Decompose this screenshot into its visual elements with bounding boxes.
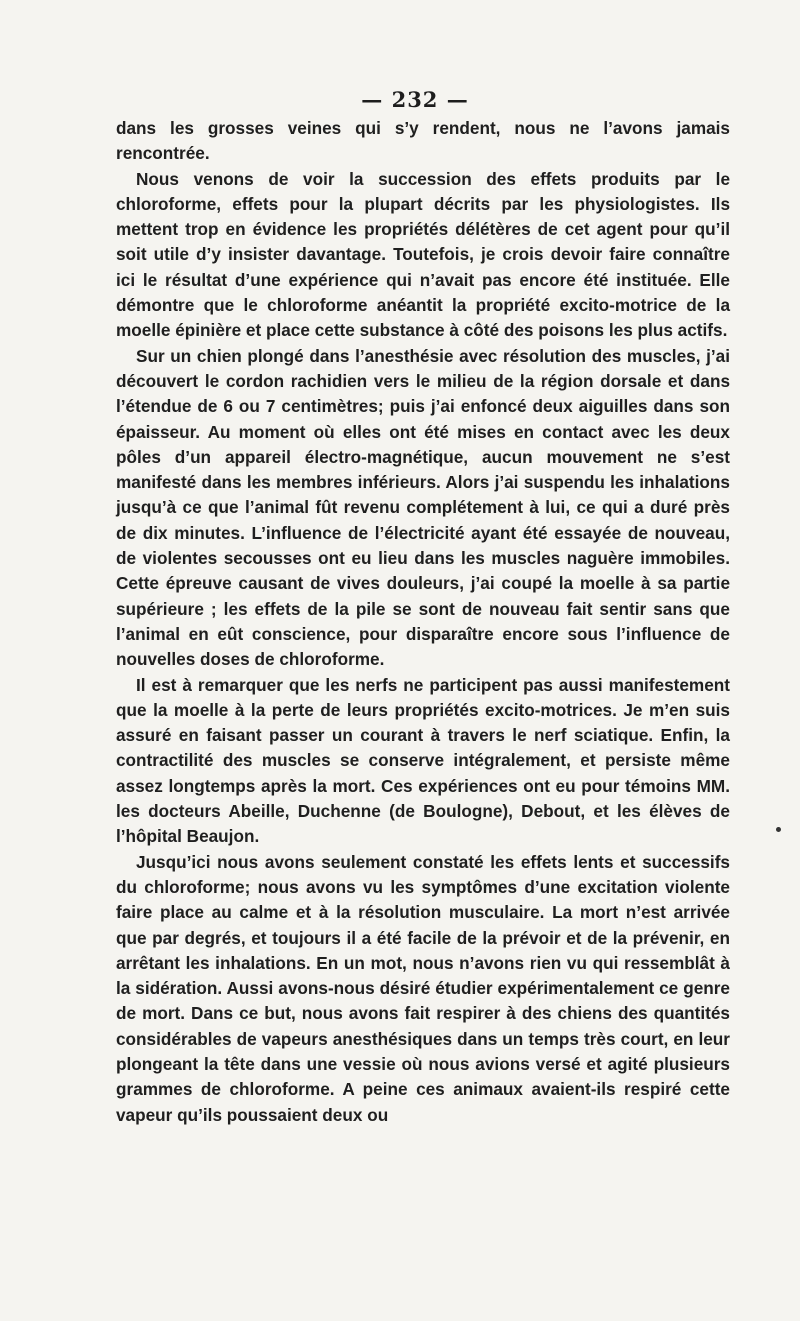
paragraph-nerves: Il est à remarquer que les nerfs ne participent pas aussi manifestement que la moelle à la perte de leurs propriétés excito-motrices. Je m’en suis assuré en faisant passer un courant à travers le nerf sciatique. Enfin, la contractilité des muscles se conserve intégralement, et persiste même assez longtemps après la mort. Ces expériences ont eu pour témoins MM. les docteurs Abeille, Duchenne (de Boulogne), Debout, et les élèves de l’hôpital Beaujon. [116,674,730,847]
ink-speck [776,827,781,832]
paragraph-dog-experiment: Sur un chien plongé dans l’anesthésie avec résolution des muscles, j’ai découvert le cordon rachidien vers le milieu de la région dorsale et dans l’étendue de 6 ou 7 centimètres; puis j’ai enfoncé deux aiguilles dans son épaisseur. Au moment où elles ont été mises en contact avec les deux pôles d’un appareil électro-magnétique, aucun mouvement ne s’est manifesté dans les membres inférieurs. Alors j’ai suspendu les inhalations jusqu’à ce que l’animal fût revenu complétement à lui, ce qui a duré près de dix minutes. L’influence de l’électricité ayant été essayée de nouveau, de violentes secousses ont eu lieu dans les muscles naguère immobiles. Cette épreuve causant de vives douleurs, j’ai coupé la moelle à sa partie supérieure ; les effets de la pile se sont de nouveau fait sentir sans que l’animal en eût conscience, pour disparaître encore sous l’influence de nouvelles doses de chloroforme. [116,345,730,670]
paragraph-continuation: dans les grosses veines qui s’y rendent, nous ne l’avons jamais rencontrée. [116,118,730,164]
page-number: — 232 — [361,87,469,112]
body-text [116,116,730,1128]
paragraph-sideration: Jusqu’ici nous avons seulement constaté les effets lents et successifs du chloroforme; nous avons vu les symptômes d’une excitation violente faire place au calme et à la résolution musculaire. La mort n’est arrivée que par degrés, et toujours il a été facile de la prévoir et de la prévenir, en arrêtant les inhalations. En un mot, nous n’avons rien vu qui ressemblât à la sidération. Aussi avons-nous désiré étudier expérimentalement ce genre de mort. Dans ce but, nous avons fait respirer à des chiens des quantités considérables de vapeurs anesthésiques dans un temps très court, en leur plongeant la tête dans une vessie où nous avions versé et agité plusieurs grammes de chloroforme. A peine ces animaux avaient-ils respiré cette vapeur qu’ils poussaient deux ou [116,851,730,1125]
paragraph-chloroform-effects: Nous venons de voir la succession des effets produits par le chloroforme, effets pour la plupart décrits par les physiologistes. Ils mettent trop en évidence les propriétés délétères de cet agent pour qu’il soit utile d’y insister davantage. Toutefois, je crois devoir faire connaître ici le résultat d’une expérience qui n’avait pas encore été instituée. Elle démontre que le chloroforme anéantit la propriété excito-motrice de la moelle épinière et place cette substance à côté des poisons les plus actifs. [116,168,730,341]
